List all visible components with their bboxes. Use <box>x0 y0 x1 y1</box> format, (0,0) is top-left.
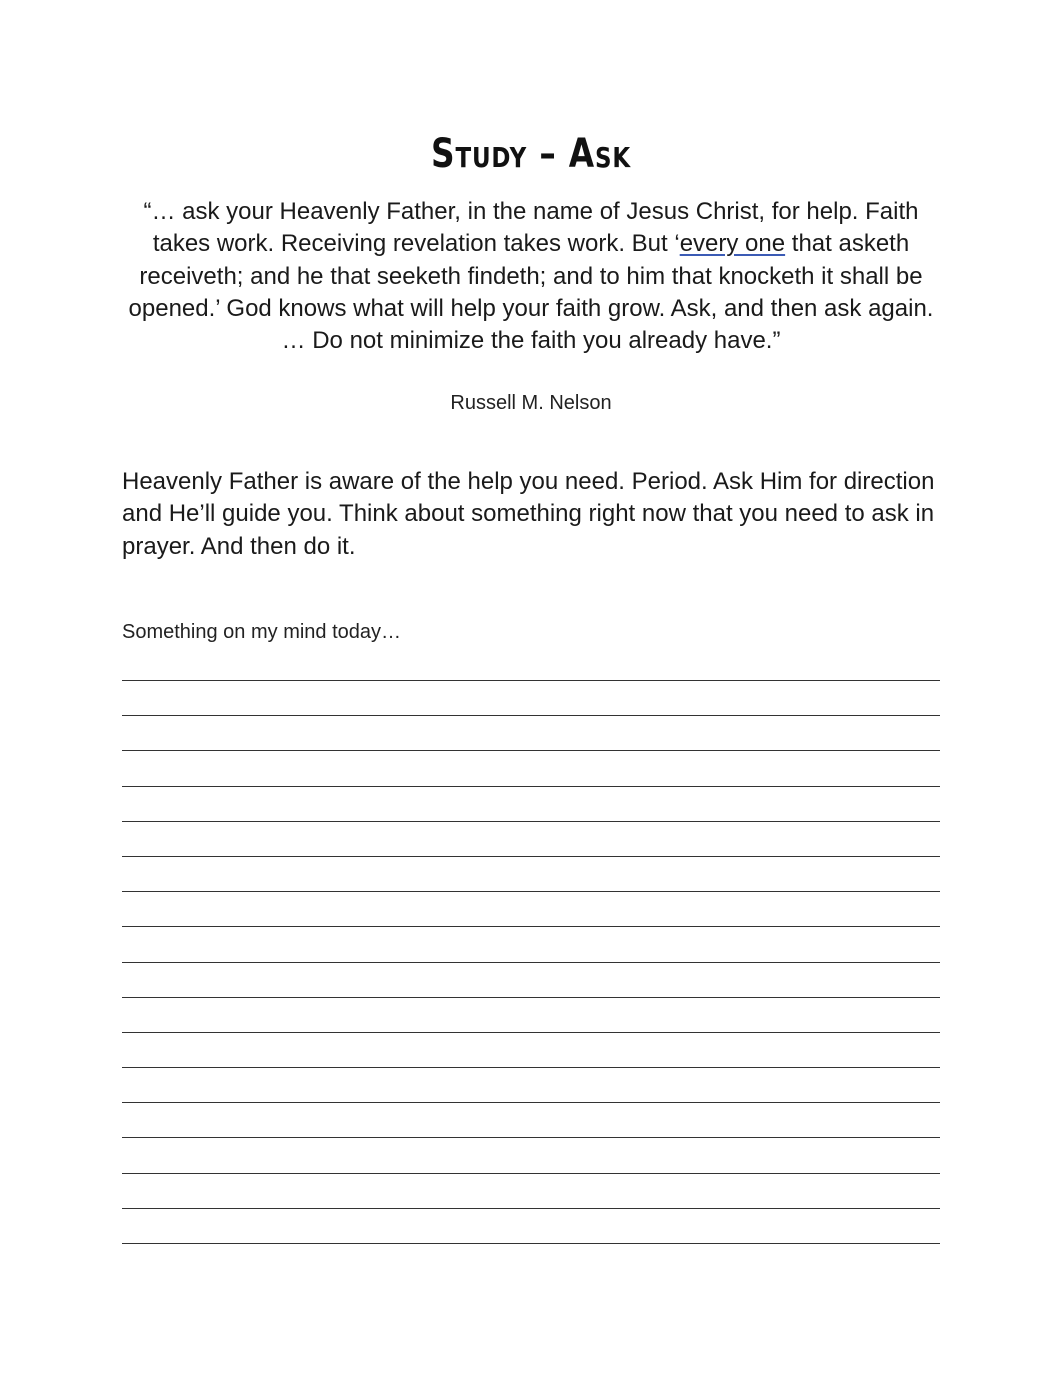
writing-line <box>122 1137 940 1138</box>
writing-line <box>122 821 940 822</box>
writing-line <box>122 750 940 751</box>
body-paragraph: Heavenly Father is aware of the help you need. Period. Ask Him for direction and He’ll guide you. Think about something right now that you need to ask in prayer. And then do it. <box>122 468 935 560</box>
writing-line <box>122 1173 940 1174</box>
writing-line <box>122 1208 940 1209</box>
writing-line <box>122 1032 940 1033</box>
writing-line <box>122 856 940 857</box>
quote-text-start: “… ask your Heavenly Father, in the name of Jesus Christ, for help. Faith takes work. Receiving revelation takes work. But ‘ <box>143 198 919 258</box>
writing-line <box>122 891 940 892</box>
scripture-link[interactable]: every one <box>679 230 786 258</box>
quote-attribution: Russell M. Nelson <box>450 392 612 414</box>
writing-line <box>122 786 940 787</box>
page-title: Study – Ask <box>431 131 631 177</box>
writing-lines <box>122 680 940 1278</box>
writing-line <box>122 962 940 963</box>
writing-line <box>122 1067 940 1068</box>
quote <box>122 196 940 357</box>
journal-prompt: Something on my mind today… <box>122 621 402 643</box>
writing-line <box>122 1102 940 1103</box>
writing-line <box>122 997 940 998</box>
writing-line <box>122 1243 940 1244</box>
writing-line <box>122 715 940 716</box>
writing-line <box>122 926 940 927</box>
writing-line <box>122 680 940 681</box>
quote-text-end: that asketh receiveth; and he that seeketh findeth; and to him that knocketh it shall be opened.’ God knows what will help your faith grow. Ask, and then ask again. … Do not minimize the faith you already have.” <box>128 230 934 355</box>
